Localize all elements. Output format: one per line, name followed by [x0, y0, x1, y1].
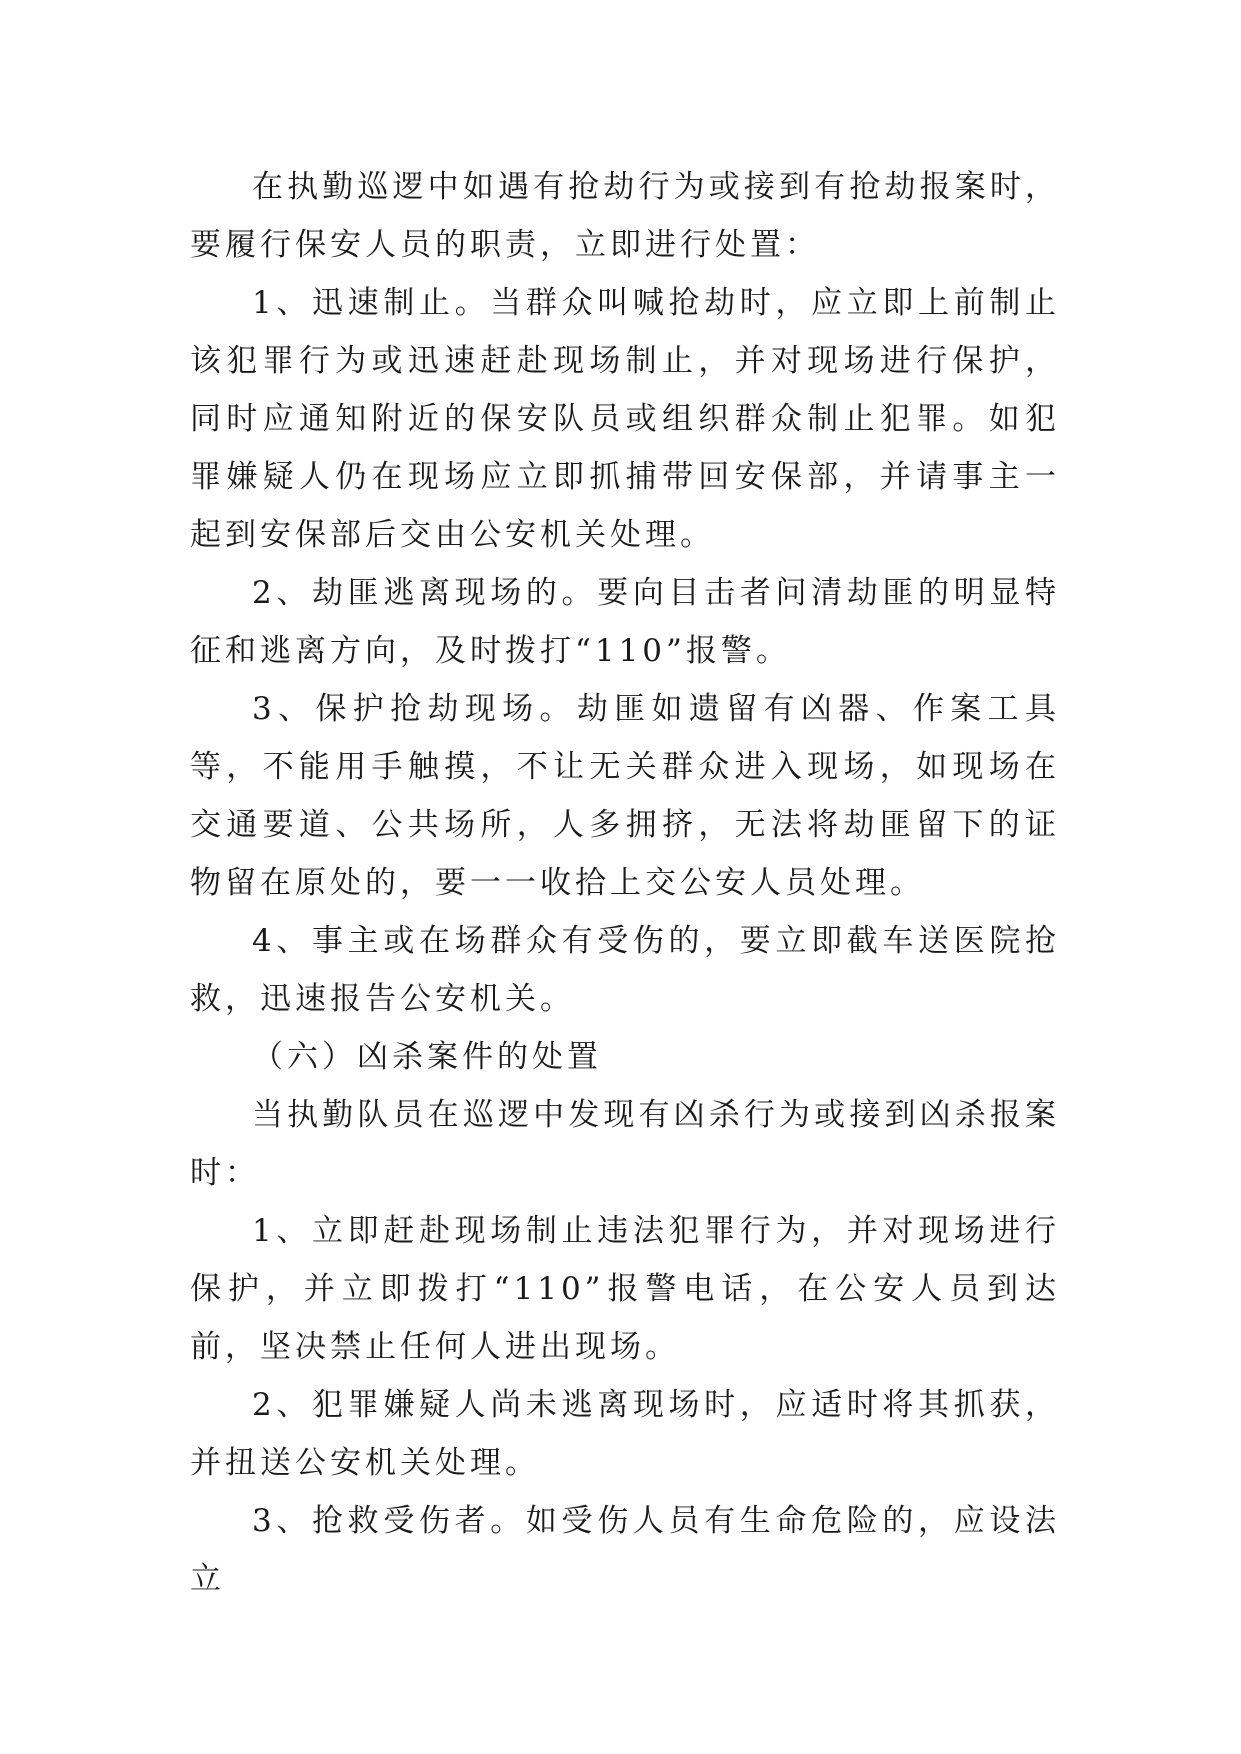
paragraph-robbery-step-2: 2、劫匪逃离现场的。要向目击者问清劫匪的明显特征和逃离方向，及时拨打“110”报警。 [190, 575, 1060, 669]
paragraph-robbery-step-3: 3、保护抢劫现场。劫匪如遗留有凶器、作案工具等，不能用手触摸，不让无关群众进入现场，如现场在交通要道、公共场所，人多拥挤，无法将劫匪留下的证物留在原处的，要一一收拾上交公安人员处理。 [190, 691, 1060, 901]
document-body [190, 158, 1060, 1608]
paragraph-homicide-step-3: 3、抢救受伤者。如受伤人员有生命危险的，应设法立 [190, 1503, 1060, 1597]
paragraph-robbery-step-4: 4、事主或在场群众有受伤的，要立即截车送医院抢救，迅速报告公安机关。 [190, 923, 1060, 1017]
paragraph-robbery-intro: 在执勤巡逻中如遇有抢劫行为或接到有抢劫报案时，要履行保安人员的职责，立即进行处置： [190, 169, 1060, 263]
section-heading-homicide: （六）凶杀案件的处置 [252, 1039, 602, 1075]
paragraph-homicide-step-2: 2、犯罪嫌疑人尚未逃离现场时，应适时将其抓获，并扭送公安机关处理。 [190, 1387, 1060, 1481]
paragraph-robbery-step-1: 1、迅速制止。当群众叫喊抢劫时，应立即上前制止该犯罪行为或迅速赶赴现场制止，并对现场进行保护，同时应通知附近的保安队员或组织群众制止犯罪。如犯罪嫌疑人仍在现场应立即抓捕带回安保部，并请事主一起到安保部后交由公安机关处理。 [190, 285, 1060, 553]
paragraph-homicide-intro: 当执勤队员在巡逻中发现有凶杀行为或接到凶杀报案时： [190, 1097, 1060, 1191]
paragraph-homicide-step-1: 1、立即赶赴现场制止违法犯罪行为，并对现场进行保护，并立即拨打“110”报警电话，在公安人员到达前，坚决禁止任何人进出现场。 [190, 1213, 1060, 1365]
